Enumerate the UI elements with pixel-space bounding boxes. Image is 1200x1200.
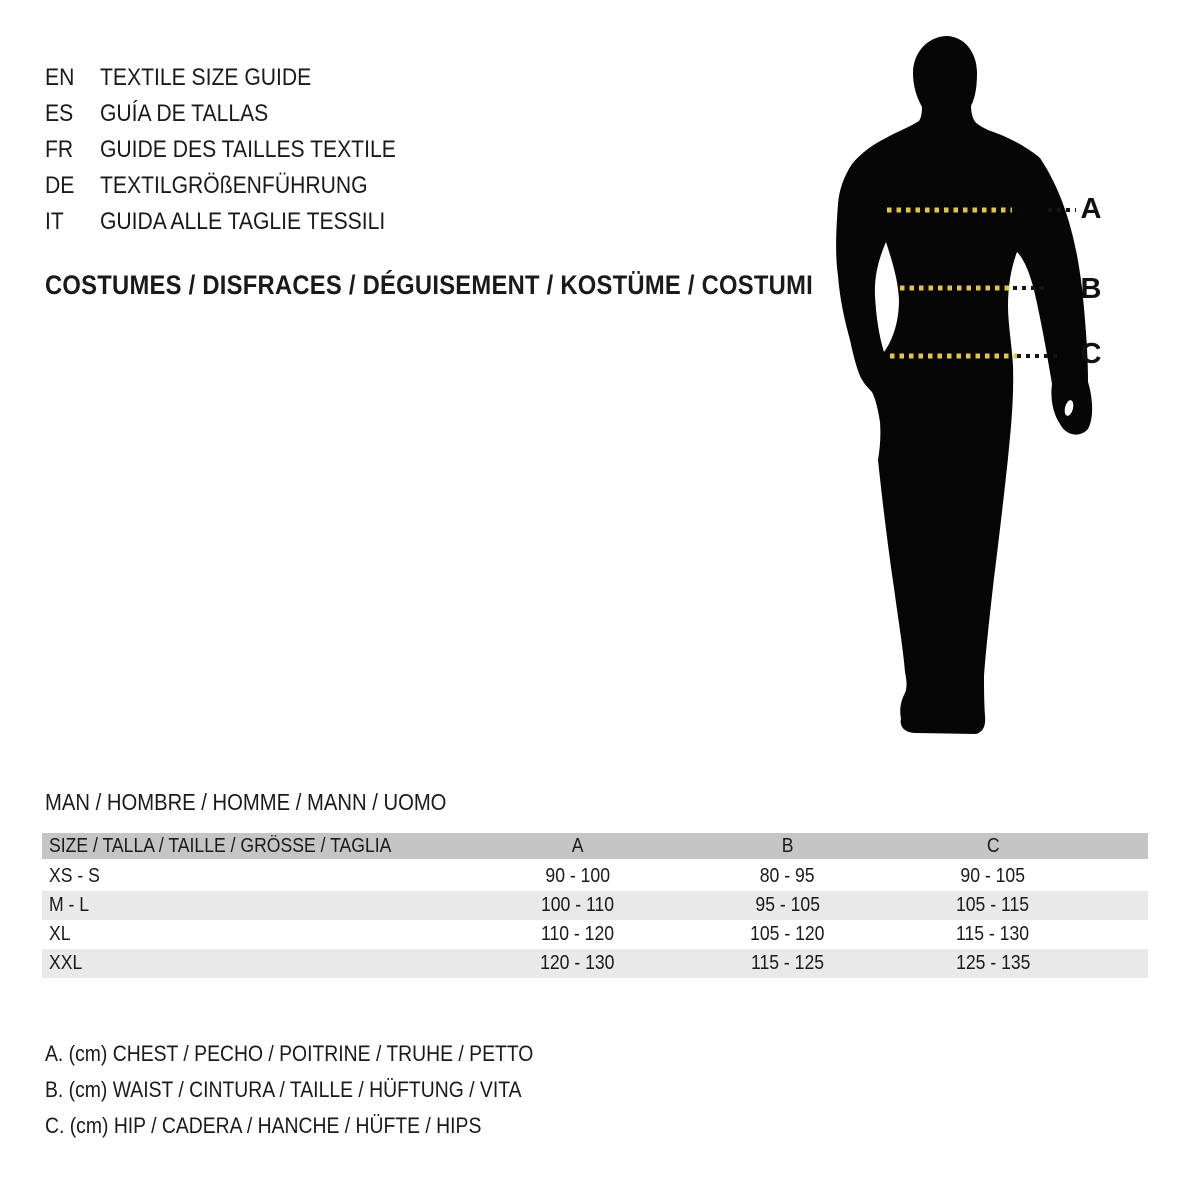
language-title: GUÍA DE TALLAS	[100, 100, 269, 127]
legend-line-hip: C. (cm) HIP / CADERA / HANCHE / HÜFTE / HIPS	[45, 1113, 482, 1138]
hip-range-cell: 105 - 115	[890, 891, 1148, 920]
language-code: FR	[45, 136, 74, 163]
hip-range-cell: 90 - 105	[960, 865, 1026, 887]
language-title: TEXTILGRÖßENFÜHRUNG	[100, 172, 368, 199]
category-heading: COSTUMES / DISFRACES / DÉGUISEMENT / KOSTÜME / COSTUMI	[45, 270, 814, 300]
measure-label-hip: C	[1080, 338, 1102, 370]
hip-range-cell: 125 - 135	[890, 949, 1148, 978]
language-list	[45, 60, 436, 240]
waist-range-cell: 95 - 105	[685, 891, 890, 920]
size-cell: XL	[49, 923, 71, 945]
size-cell: XXL	[42, 949, 470, 978]
chest-range-cell: 100 - 110	[470, 891, 685, 920]
chest-range-cell: 90 - 100	[545, 865, 610, 887]
measure-label-chest: A	[1080, 193, 1102, 225]
column-header-c: C	[890, 833, 1148, 861]
language-row-de	[45, 168, 436, 204]
table-row-m-l	[42, 891, 1148, 920]
language-row-es	[45, 96, 436, 132]
waist-range-cell: 80 - 95	[760, 865, 815, 887]
language-code: DE	[45, 172, 75, 199]
hip-range-cell: 115 - 130	[956, 923, 1030, 945]
language-title: GUIDE DES TAILLES TEXTILE	[100, 136, 396, 163]
column-header-size: SIZE / TALLA / TAILLE / GRÖSSE / TAGLIA	[42, 833, 470, 861]
language-code: IT	[45, 208, 64, 235]
column-header-b: B	[685, 833, 890, 861]
measure-label-waist: B	[1080, 273, 1102, 305]
chest-range-cell: 110 - 120	[540, 923, 615, 945]
language-title: TEXTILE SIZE GUIDE	[100, 64, 312, 91]
language-row-fr	[45, 132, 436, 168]
waist-range-cell: 105 - 120	[750, 923, 825, 945]
man-silhouette-figure	[836, 28, 1096, 738]
table-row-xxl	[42, 949, 1148, 978]
language-title: GUIDA ALLE TAGLIE TESSILI	[100, 208, 386, 235]
man-silhouette-shape	[836, 36, 1092, 734]
size-cell: XS - S	[49, 865, 100, 887]
legend-line-chest: A. (cm) CHEST / PECHO / POITRINE / TRUHE / PETTO	[45, 1041, 534, 1066]
language-code: EN	[45, 64, 75, 91]
size-table	[42, 833, 1148, 978]
language-row-en	[45, 60, 436, 96]
table-row-xl	[42, 920, 1148, 949]
size-table-header-row	[42, 833, 1148, 861]
section-title: MAN / HOMBRE / HOMME / MANN / UOMO	[45, 789, 447, 815]
legend-line-waist: B. (cm) WAIST / CINTURA / TAILLE / HÜFTUNG / VITA	[45, 1077, 522, 1102]
waist-range-cell: 115 - 125	[685, 949, 890, 978]
measurement-legend	[45, 1036, 600, 1144]
chest-range-cell: 120 - 130	[470, 949, 685, 978]
column-header-a: A	[470, 833, 685, 861]
language-code: ES	[45, 100, 74, 127]
size-cell: M - L	[42, 891, 470, 920]
language-row-it	[45, 204, 436, 240]
table-row-xs-s	[42, 861, 1148, 892]
